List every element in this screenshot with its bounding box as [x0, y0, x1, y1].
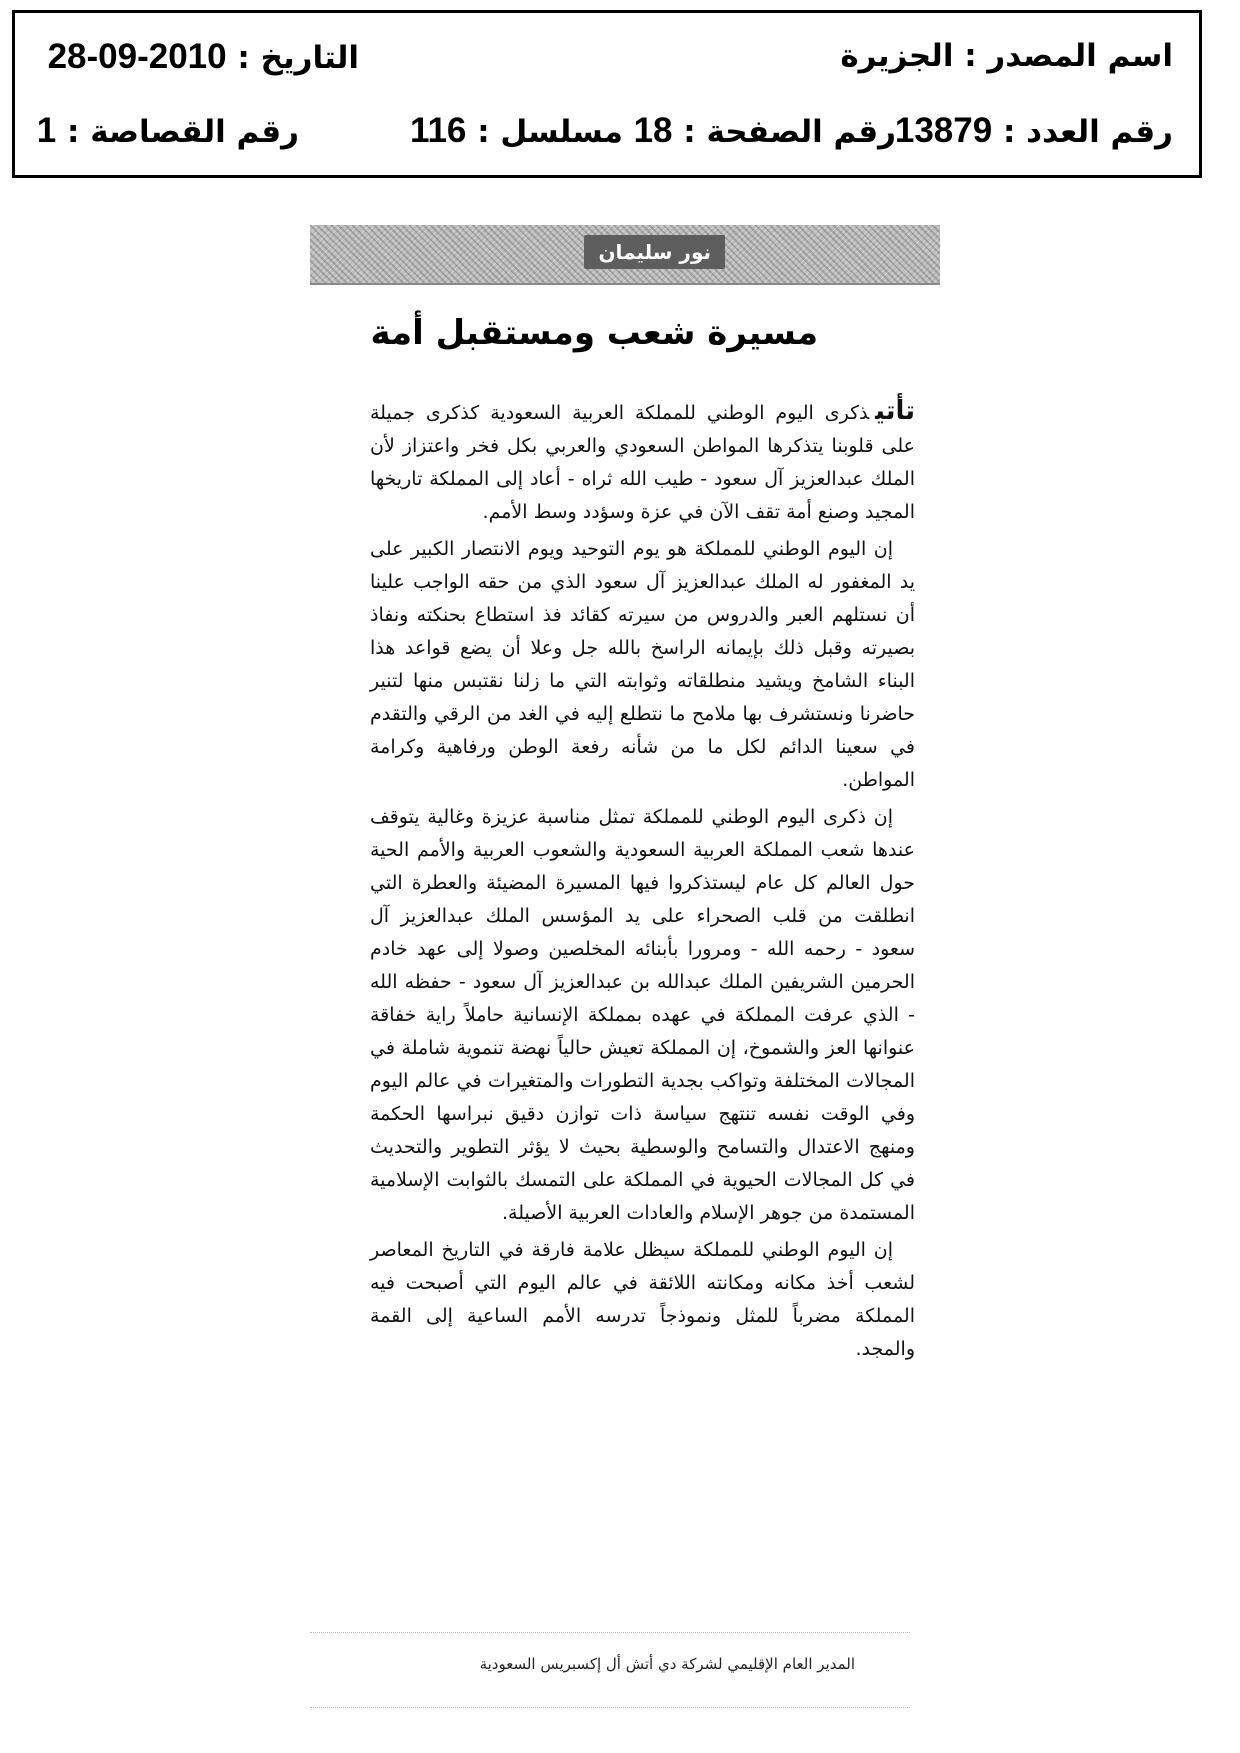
date-field	[48, 39, 359, 74]
article-paragraph: إن ذكرى اليوم الوطني للمملكة تمثل مناسبة عزيزة وغالية يتوقف عندها شعب المملكة العربية السعودية والشعوب العربية والأمم الحية حول العالم كل عام ليستذكروا فيها المسيرة المضيئة والعطرة التي انطلقت من قلب الصحراء على يد المؤسس الملك عبدالعزيز آل سعود - رحمه الله - ومرورا بأبنائه المخلصين وصولا إلى عهد خادم الحرمين الشريفين الملك عبدالله بن عبدالعزيز آل سعود - حفظه الله - الذي عرفت المملكة في عهده بمملكة الإنسانية حاملاً راية خفاقة عنوانها العز والشموخ، إن المملكة تعيش حالياً نهضة تنموية شاملة في المجالات المختلفة وتواكب بجدية التطورات والمتغيرات في عالم اليوم وفي الوقت نفسه تنتهج سياسة ذات توازن دقيق نبراسها الحكمة ومنهج الاعتدال والتسامح والوسطية بحيث لا يؤثر التطوير والتحديث في كل المجالات الحيوية في المملكة على التمسك بالثوابت الإسلامية المستمدة من جوهر الإسلام والعادات العربية الأصيلة.	[370, 806, 915, 1224]
clipping-header-box	[12, 10, 1202, 178]
date-label: التاريخ :	[237, 40, 359, 76]
page-value: 18	[633, 111, 673, 150]
divider-line	[310, 1632, 910, 1633]
author-note: المدير العام الإقليمي لشركة دي أتش أل إكسبريس السعودية	[479, 1655, 855, 1673]
article-clipping	[310, 225, 940, 1673]
divider-line	[310, 1707, 910, 1708]
issue-value: 13879	[894, 111, 993, 150]
paragraph-text: ذكرى اليوم الوطني للمملكة العربية السعودية كذكرى جميلة على قلوبنا يتذكرها المواطن السعودي والعربي بكل فخر واعتزاز لأن الملك عبدالعزيز آل سعود - طيب الله ثراه - أعاد إلى المملكة تاريخها المجيد وصنع أمة تقف الآن في عزة وسؤدد وسط الأمم.	[370, 402, 915, 523]
serial-field	[410, 113, 623, 148]
clip-label: رقم القصاصة :	[67, 114, 299, 150]
serial-value: 116	[409, 111, 467, 150]
article-paragraph: إن اليوم الوطني للمملكة هو يوم التوحيد ويوم الانتصار الكبير على يد المغفور له الملك عبدالعزيز آل سعود الذي من حقه الواجب علينا أن نستلهم العبر والدروس من سيرته كقائد فذ استطاع بحنكته ونفاذ بصيرته وقبل ذلك بإيمانه الراسخ بالله جل وعلا أن يضع قواعد هذا البناء الشامخ ويشيد منطلقاته وثوابته التي ما زلنا نقتبس منها لتنير حاضرنا ونستشرف بها ملامح ما نتطلع إليه في الغد من الرقي والتقدم في سعينا الدائم لكل ما من شأنه رفعة الوطن ورفاهية وكرامة المواطن.	[370, 538, 915, 791]
lead-word: تأتي	[875, 396, 915, 426]
serial-label: مسلسل :	[477, 114, 623, 150]
clip-value: 1	[36, 111, 57, 150]
date-value: 2010-09-28	[47, 37, 227, 76]
page-number-field	[634, 113, 896, 148]
source-name: اسم المصدر : الجزيرة	[840, 38, 1173, 74]
column-name: نور سليمان	[584, 235, 725, 269]
issue-label: رقم العدد :	[1002, 114, 1173, 150]
clip-number-field	[37, 113, 299, 148]
article-paragraph: إن اليوم الوطني للمملكة سيظل علامة فارقة في التاريخ المعاصر لشعب أخذ مكانه ومكانته اللائقة في عالم اليوم التي أصبحت فيه المملكة مضرباً للمثل ونموذجاً تدرسه الأمم الساعية إلى القمة والمجد.	[370, 1239, 915, 1360]
article-paragraph	[370, 395, 915, 529]
column-banner	[310, 225, 940, 285]
page-label: رقم الصفحة :	[683, 114, 896, 150]
issue-number-field	[895, 113, 1173, 148]
article-headline: مسيرة شعب ومستقبل أمة	[370, 313, 818, 353]
article-body	[370, 395, 915, 1370]
